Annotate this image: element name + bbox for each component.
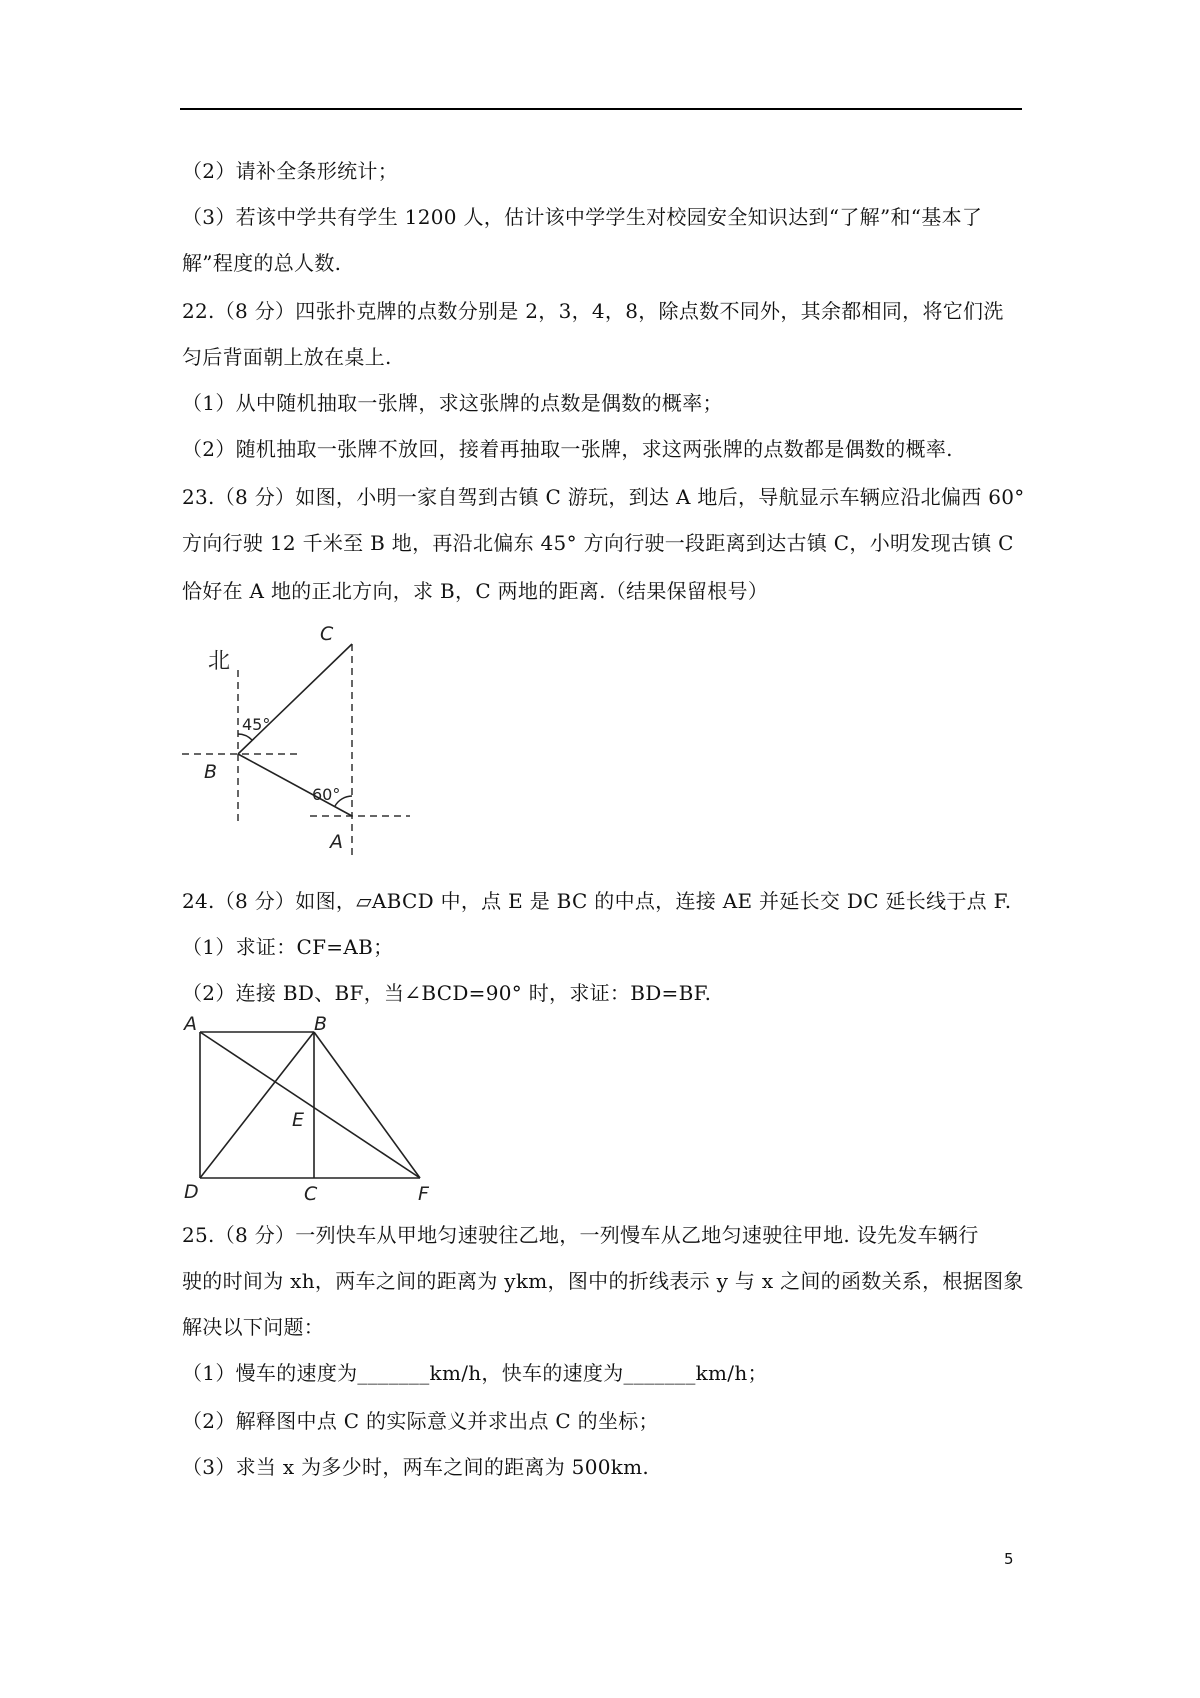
- point-b-label: B: [204, 761, 218, 783]
- segment-bc: [238, 644, 352, 754]
- header-rule: [180, 108, 1022, 110]
- q22-part2: （2）随机抽取一张牌不放回，接着再抽取一张牌，求这两张牌的点数都是偶数的概率.: [182, 437, 953, 461]
- q24-part1: （1）求证：CF=AB；: [182, 935, 394, 959]
- north-label: 北: [208, 649, 231, 674]
- q23-stem-line1: 23.（8 分）如图，小明一家自驾到古镇 C 游玩，到达 A 地后，导航显示车辆应沿北偏西 60°: [182, 485, 1025, 509]
- q23-direction-figure: [180, 618, 420, 868]
- q23-stem-line2: 方向行驶 12 千米至 B 地，再沿北偏东 45° 方向行驶一段距离到达古镇 C，小明发现古镇 C: [182, 531, 1014, 555]
- point-c-label: C: [304, 1183, 318, 1202]
- q21-part3-line1: （3）若该中学共有学生 1200 人，估计该中学学生对校园安全知识达到“了解”和“基本了: [182, 205, 983, 229]
- point-f-label: F: [418, 1183, 429, 1202]
- segment-bd: [200, 1032, 314, 1178]
- point-c-label: C: [320, 623, 334, 645]
- page-number: 5: [1004, 1550, 1014, 1568]
- q25-stem-line3: 解决以下问题：: [182, 1315, 325, 1339]
- q24-parallelogram-figure: [180, 1012, 440, 1202]
- q25-part2: （2）解释图中点 C 的实际意义并求出点 C 的坐标；: [182, 1409, 659, 1433]
- q21-part3-line2: 解”程度的总人数.: [182, 251, 342, 275]
- point-d-label: D: [184, 1181, 199, 1202]
- angle-label-45: 45°: [242, 715, 271, 734]
- point-e-label: E: [292, 1109, 305, 1131]
- q24-part2: （2）连接 BD、BF，当∠BCD=90° 时，求证：BD=BF.: [182, 981, 712, 1005]
- q25-stem-line1: 25.（8 分）一列快车从甲地匀速驶往乙地，一列慢车从乙地匀速驶往甲地. 设先发车辆行: [182, 1223, 979, 1247]
- q25-part3: （3）求当 x 为多少时，两车之间的距离为 500km.: [182, 1455, 650, 1479]
- q23-stem-line3: 恰好在 A 地的正北方向，求 B，C 两地的距离.（结果保留根号）: [182, 579, 769, 603]
- segment-af: [200, 1032, 420, 1178]
- q22-stem-line1: 22.（8 分）四张扑克牌的点数分别是 2，3，4，8，除点数不同外，其余都相同，将它们洗: [182, 299, 1004, 323]
- point-a-label: A: [330, 831, 343, 853]
- point-b-label: B: [314, 1013, 328, 1035]
- point-a-label: A: [184, 1013, 197, 1035]
- segment-bf: [314, 1032, 420, 1178]
- q22-stem-line2: 匀后背面朝上放在桌上.: [182, 345, 392, 369]
- q21-part2: （2）请补全条形统计；: [182, 159, 399, 183]
- angle-arc-b: [238, 734, 252, 740]
- q24-stem: 24.（8 分）如图，▱ABCD 中，点 E 是 BC 的中点，连接 AE 并延长交 DC 延长线于点 F.: [182, 889, 1012, 913]
- q22-part1: （1）从中随机抽取一张牌，求这张牌的点数是偶数的概率；: [182, 391, 723, 415]
- angle-label-60: 60°: [312, 785, 341, 804]
- q25-part1: （1）慢车的速度为_______km/h，快车的速度为_______km/h；: [182, 1361, 768, 1385]
- q25-stem-line2: 驶的时间为 xh，两车之间的距离为 ykm，图中的折线表示 y 与 x 之间的函数关系，根据图象: [182, 1269, 1024, 1293]
